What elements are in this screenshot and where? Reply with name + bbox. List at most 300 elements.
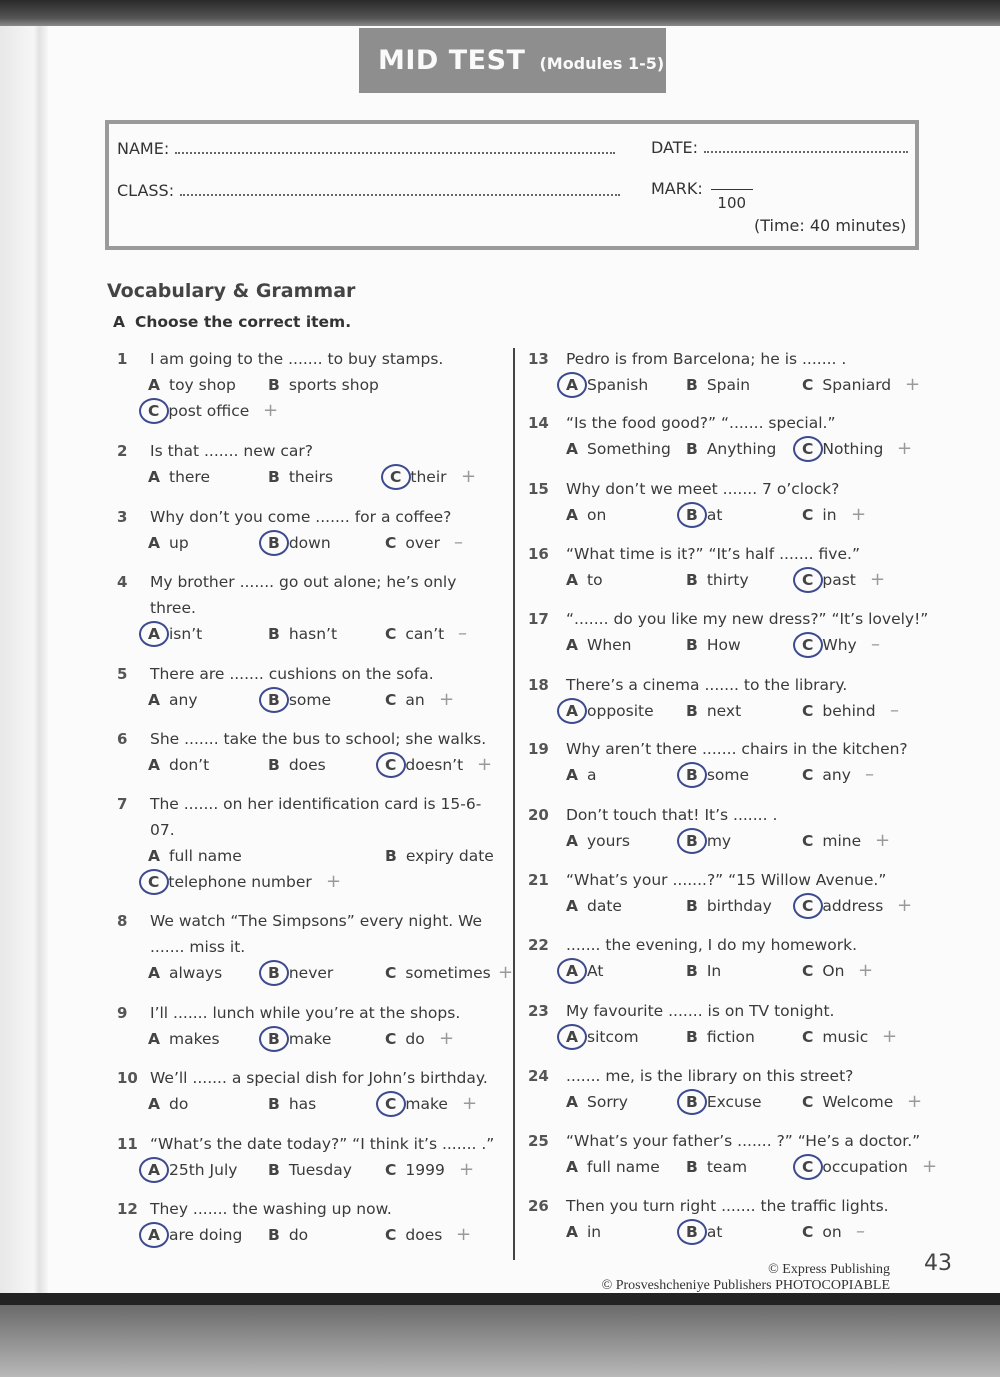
option-text: never (288, 964, 334, 982)
option-letter: C (802, 897, 813, 915)
option-letter: C (385, 534, 397, 552)
option-letter: C (390, 468, 401, 486)
option-b[interactable] (268, 1226, 308, 1244)
task-text: Choose the correct item. (135, 313, 352, 331)
grade-mark: + (439, 689, 455, 710)
name-blank[interactable] (175, 138, 615, 154)
option-letter: A (148, 964, 160, 982)
pen-circle-mark (793, 893, 823, 919)
option-c[interactable] (385, 1030, 425, 1048)
publisher-credit-1: © Express Publishing (768, 1262, 890, 1277)
option-a[interactable] (148, 1161, 237, 1179)
option-letter: B (268, 468, 280, 486)
option-c[interactable] (802, 897, 883, 915)
pen-circle-mark (793, 632, 823, 658)
question-number: 3 (117, 508, 128, 526)
pen-circle-mark (557, 698, 587, 724)
option-letter: A (566, 506, 578, 524)
pen-circle-mark (677, 762, 707, 788)
option-a[interactable] (148, 376, 236, 394)
option-letter: C (385, 1095, 396, 1113)
question-stem: My brother ....... go out alone; he’s only (150, 573, 457, 591)
pen-circle-mark (259, 960, 289, 986)
option-b[interactable] (686, 571, 749, 589)
option-b[interactable] (686, 440, 776, 458)
option-a[interactable] (566, 440, 671, 458)
option-c[interactable] (802, 636, 857, 654)
option-a[interactable] (148, 1226, 242, 1244)
option-b[interactable] (686, 766, 749, 784)
option-letter: B (686, 1093, 698, 1111)
option-b[interactable] (686, 832, 731, 850)
option-letter: A (566, 897, 578, 915)
option-b[interactable] (686, 506, 722, 524)
option-text: at (706, 1223, 723, 1241)
option-a[interactable] (566, 376, 648, 394)
option-b[interactable] (686, 897, 772, 915)
option-text: Excuse (706, 1093, 762, 1111)
option-letter: B (268, 1095, 280, 1113)
option-text: music (822, 1028, 869, 1046)
question-number: 1 (117, 350, 128, 368)
option-text: At (587, 962, 604, 980)
grade-mark: + (875, 830, 891, 851)
option-letter: A (148, 468, 160, 486)
option-b[interactable] (385, 847, 494, 865)
question-number: 24 (528, 1067, 549, 1085)
date-label: DATE: (651, 138, 699, 157)
option-text: sitcom (587, 1028, 639, 1046)
option-text: telephone number (168, 873, 312, 891)
class-blank[interactable] (180, 180, 620, 196)
option-b[interactable] (686, 1028, 755, 1046)
mark-label: MARK: (651, 179, 703, 198)
option-text: Spaniard (822, 376, 892, 394)
question-number: 4 (117, 573, 128, 591)
pen-circle-mark (259, 687, 289, 713)
option-letter: C (802, 702, 814, 720)
option-letter: C (802, 766, 814, 784)
pen-circle-mark (793, 1154, 823, 1180)
option-letter: C (802, 1158, 813, 1176)
option-letter: A (566, 1028, 578, 1046)
option-letter: B (686, 506, 698, 524)
question-number: 22 (528, 936, 549, 954)
option-letter: C (802, 376, 814, 394)
date-field[interactable] (651, 137, 908, 157)
option-letter: C (385, 964, 397, 982)
option-letter: A (148, 625, 160, 643)
grade-mark: + (882, 1026, 898, 1047)
grade-mark: – (458, 623, 467, 644)
option-text: next (706, 702, 742, 720)
option-c[interactable] (385, 691, 425, 709)
option-c[interactable] (148, 873, 312, 891)
option-text: up (169, 534, 189, 552)
question-stem: The ....... on her identification card is 15-6- (150, 795, 482, 813)
time-text: (Time: 40 minutes) (754, 216, 907, 235)
option-letter: B (686, 832, 698, 850)
grade-mark: + (858, 960, 874, 981)
option-c[interactable] (802, 1093, 893, 1111)
option-letter: A (566, 1223, 578, 1241)
option-a[interactable] (566, 506, 606, 524)
option-a[interactable] (566, 1223, 601, 1241)
question-stem: She ....... take the bus to school; she walks. (150, 730, 487, 748)
option-letter: C (385, 756, 396, 774)
pen-circle-mark (677, 1219, 707, 1245)
question-number: 10 (117, 1069, 138, 1087)
option-b[interactable] (686, 1093, 761, 1111)
question-number: 20 (528, 806, 549, 824)
test-subtitle: (Modules 1-5) (539, 54, 665, 73)
grade-mark: – (454, 532, 463, 553)
option-text: hasn’t (288, 625, 338, 643)
option-a[interactable] (566, 1028, 639, 1046)
option-a[interactable] (566, 766, 597, 784)
grade-mark: + (851, 504, 867, 525)
option-a[interactable] (148, 468, 210, 486)
option-b[interactable] (686, 1158, 747, 1176)
option-letter: A (566, 1158, 578, 1176)
question-number: 15 (528, 480, 549, 498)
option-text: do (405, 1030, 425, 1048)
test-title: MID TEST (378, 45, 526, 76)
class-label: CLASS: (117, 181, 175, 200)
question-stem: Then you turn right ....... the traffic lights. (566, 1197, 889, 1215)
option-text: down (288, 534, 331, 552)
option-text: past (822, 571, 856, 589)
grade-mark: + (907, 1091, 923, 1112)
option-text: an (405, 691, 425, 709)
option-a[interactable] (148, 625, 202, 643)
pen-circle-mark (677, 828, 707, 854)
option-c[interactable] (802, 1223, 842, 1241)
option-b[interactable] (268, 534, 331, 552)
option-c[interactable] (802, 766, 851, 784)
question-number: 19 (528, 740, 549, 758)
option-letter: A (566, 440, 578, 458)
pen-circle-mark (139, 621, 169, 647)
option-a[interactable] (148, 534, 189, 552)
option-letter: B (268, 964, 280, 982)
option-letter: A (148, 847, 160, 865)
option-text: How (706, 636, 741, 654)
grade-mark: – (871, 634, 880, 655)
question-stem: My favourite ....... is on TV tonight. (566, 1002, 835, 1020)
option-c[interactable] (802, 440, 883, 458)
option-text: a (587, 766, 597, 784)
question-number: 12 (117, 1200, 138, 1218)
grade-mark: – (856, 1221, 865, 1242)
option-b[interactable] (686, 1223, 722, 1241)
option-c[interactable] (385, 534, 440, 552)
option-letter: B (686, 962, 698, 980)
option-a[interactable] (148, 1030, 220, 1048)
option-text: to (587, 571, 603, 589)
option-c[interactable] (385, 625, 444, 643)
option-a[interactable] (566, 832, 630, 850)
option-c[interactable] (802, 506, 837, 524)
option-text: 25th July (169, 1161, 238, 1179)
option-b[interactable] (686, 702, 741, 720)
option-letter: C (802, 506, 814, 524)
option-a[interactable] (566, 636, 632, 654)
option-text: Anything (706, 440, 777, 458)
pen-circle-mark (259, 1026, 289, 1052)
option-text: Spain (706, 376, 751, 394)
pen-circle-mark (139, 1157, 169, 1183)
option-letter: A (148, 376, 160, 394)
option-text: there (169, 468, 211, 486)
option-text: always (169, 964, 223, 982)
option-letter: C (802, 1093, 814, 1111)
question-stem: ....... the evening, I do my homework. (566, 936, 857, 954)
grade-mark: + (263, 400, 279, 421)
mark-denominator: 100 (717, 194, 747, 212)
question-stem: “What time is it?” “It’s half ....... five.” (566, 545, 860, 563)
question-stem: We’ll ....... a special dish for John’s birthday. (150, 1069, 488, 1087)
option-letter: B (268, 625, 280, 643)
name-label: NAME: (117, 139, 170, 158)
scan-top-edge (0, 0, 1000, 26)
option-b[interactable] (268, 691, 331, 709)
option-a[interactable] (148, 691, 198, 709)
option-b[interactable] (268, 756, 326, 774)
question-number: 2 (117, 442, 128, 460)
option-letter: B (268, 1161, 280, 1179)
grade-mark: – (865, 764, 874, 785)
option-text: opposite (587, 702, 654, 720)
option-letter: A (566, 766, 578, 784)
option-b[interactable] (268, 1161, 352, 1179)
option-text: on (587, 506, 607, 524)
option-a[interactable] (148, 964, 222, 982)
option-text: do (288, 1226, 309, 1244)
option-text: address (822, 897, 884, 915)
question-stem: There’s a cinema ....... to the library. (566, 676, 848, 694)
option-letter: B (686, 571, 698, 589)
option-c[interactable] (802, 376, 891, 394)
option-letter: A (566, 636, 578, 654)
question-number: 14 (528, 414, 549, 432)
option-b[interactable] (268, 964, 333, 982)
pen-circle-mark (139, 869, 169, 895)
option-letter: C (148, 873, 159, 891)
option-c[interactable] (385, 964, 491, 982)
option-letter: B (268, 1030, 280, 1048)
option-b[interactable] (268, 1095, 316, 1113)
question-stem: Why don’t we meet ....... 7 o’clock? (566, 480, 840, 498)
option-text: full name (587, 1158, 660, 1176)
option-b[interactable] (686, 636, 741, 654)
pen-circle-mark (677, 502, 707, 528)
question-number: 16 (528, 545, 549, 563)
option-text: sports shop (288, 376, 379, 394)
question-number: 6 (117, 730, 128, 748)
option-text: yours (587, 832, 630, 850)
option-letter: A (148, 691, 160, 709)
option-text: date (587, 897, 622, 915)
option-a[interactable] (566, 1093, 628, 1111)
option-c[interactable] (802, 832, 861, 850)
grade-mark: – (890, 700, 899, 721)
option-letter: C (802, 1028, 814, 1046)
option-text: can’t (405, 625, 445, 643)
option-letter: C (385, 691, 397, 709)
option-text: some (706, 766, 750, 784)
question-number: 18 (528, 676, 549, 694)
page-number: 43 (924, 1251, 952, 1276)
option-letter: A (148, 1226, 160, 1244)
grade-mark: + (461, 466, 477, 487)
question-stem: Pedro is from Barcelona; he is ....... . (566, 350, 847, 368)
option-text: does (405, 1226, 443, 1244)
option-text: isn’t (169, 625, 203, 643)
option-c[interactable] (802, 571, 856, 589)
option-c[interactable] (802, 1028, 868, 1046)
option-letter: B (686, 636, 698, 654)
scanner-background (0, 1305, 1000, 1377)
option-a[interactable] (566, 702, 654, 720)
option-letter: C (385, 1030, 397, 1048)
option-c[interactable] (802, 1158, 908, 1176)
option-text: don’t (169, 756, 210, 774)
option-text: theirs (288, 468, 334, 486)
option-letter: A (566, 571, 578, 589)
grade-mark: + (326, 871, 342, 892)
option-letter: B (686, 1028, 698, 1046)
question-stem: “What’s your .......?” “15 Willow Avenue.” (566, 871, 887, 889)
grade-mark: + (897, 895, 913, 916)
pen-circle-mark (381, 464, 411, 490)
option-text: Nothing (822, 440, 884, 458)
option-letter: A (148, 756, 160, 774)
option-c[interactable] (385, 1161, 445, 1179)
option-c[interactable] (385, 1095, 448, 1113)
grade-mark: + (905, 374, 921, 395)
mark-field[interactable] (651, 179, 753, 212)
question-stem: “What’s your father’s ....... ?” “He’s a doctor.” (566, 1132, 921, 1150)
scan-bottom-edge (0, 1293, 1000, 1305)
question-number: 13 (528, 350, 549, 368)
option-letter: C (802, 1223, 814, 1241)
pen-circle-mark (557, 372, 587, 398)
option-c[interactable] (148, 402, 249, 420)
option-c[interactable] (390, 468, 447, 486)
option-text: toy shop (169, 376, 236, 394)
option-c[interactable] (802, 962, 844, 980)
option-a[interactable] (566, 571, 603, 589)
question-stem: There are ....... cushions on the sofa. (150, 665, 434, 683)
option-letter: B (686, 1223, 698, 1241)
question-stem: “Is the food good?” “....... special.” (566, 414, 836, 432)
pen-circle-mark (376, 752, 406, 778)
publisher-credit-2: © Prosveshcheniye Publishers PHOTOCOPIABLE (601, 1278, 890, 1293)
grade-mark: + (462, 1093, 478, 1114)
option-a[interactable] (566, 1158, 660, 1176)
option-b[interactable] (686, 962, 721, 980)
pen-circle-mark (376, 1091, 406, 1117)
option-text: does (288, 756, 326, 774)
option-text: their (410, 468, 447, 486)
option-text: thirty (706, 571, 749, 589)
option-a[interactable] (148, 756, 209, 774)
option-letter: B (686, 376, 698, 394)
question-stem: I’ll ....... lunch while you’re at the shops. (150, 1004, 461, 1022)
option-letter: B (686, 897, 698, 915)
option-letter: B (686, 440, 698, 458)
option-letter: A (566, 376, 578, 394)
option-letter: B (268, 534, 280, 552)
mark-numerator-line[interactable] (711, 189, 753, 190)
option-b[interactable] (268, 468, 333, 486)
option-text: in (587, 1223, 602, 1241)
option-text: doesn’t (405, 756, 464, 774)
option-text: expiry date (405, 847, 494, 865)
question-number: 17 (528, 610, 549, 628)
option-text: Sorry (587, 1093, 628, 1111)
task-instruction (113, 313, 351, 331)
option-letter: C (148, 402, 159, 420)
question-stem: ....... me, is the library on this street? (566, 1067, 854, 1085)
name-field[interactable] (117, 138, 615, 158)
pen-circle-mark (793, 436, 823, 462)
option-letter: C (802, 440, 813, 458)
option-text: When (587, 636, 632, 654)
option-text: at (706, 506, 723, 524)
option-letter: B (686, 1158, 698, 1176)
grade-mark: + (456, 1224, 472, 1245)
pen-circle-mark (677, 1089, 707, 1115)
question-stem: Don’t touch that! It’s ....... . (566, 806, 778, 824)
option-letter: C (385, 625, 397, 643)
option-letter: C (385, 1226, 397, 1244)
option-c[interactable] (385, 1226, 442, 1244)
grade-mark: + (439, 1028, 455, 1049)
question-stem: “What’s the date today?” “I think it’s ....... .” (150, 1135, 495, 1153)
option-a[interactable] (566, 897, 622, 915)
option-text: Spanish (587, 376, 649, 394)
option-b[interactable] (268, 1030, 331, 1048)
question-number: 8 (117, 912, 128, 930)
question-number: 23 (528, 1002, 549, 1020)
option-text: has (288, 1095, 317, 1113)
option-b[interactable] (268, 376, 379, 394)
option-c[interactable] (385, 756, 463, 774)
option-letter: B (686, 702, 698, 720)
option-b[interactable] (268, 625, 337, 643)
option-text: make (405, 1095, 448, 1113)
mark-fraction (711, 179, 753, 212)
option-letter: C (385, 1161, 397, 1179)
student-info-box (105, 120, 919, 250)
option-a[interactable] (148, 1095, 188, 1113)
option-b[interactable] (686, 376, 750, 394)
question-stem-continued: ....... miss it. (150, 938, 246, 956)
class-field[interactable] (117, 180, 620, 200)
option-a[interactable] (566, 962, 603, 980)
question-stem-continued: 07. (150, 821, 175, 839)
question-number: 11 (117, 1135, 138, 1153)
option-c[interactable] (802, 702, 876, 720)
option-letter: C (802, 571, 813, 589)
option-a[interactable] (148, 847, 242, 865)
date-blank[interactable] (704, 137, 908, 153)
option-text: make (288, 1030, 332, 1048)
question-stem: They ....... the washing up now. (150, 1200, 392, 1218)
grade-mark: + (897, 438, 913, 459)
